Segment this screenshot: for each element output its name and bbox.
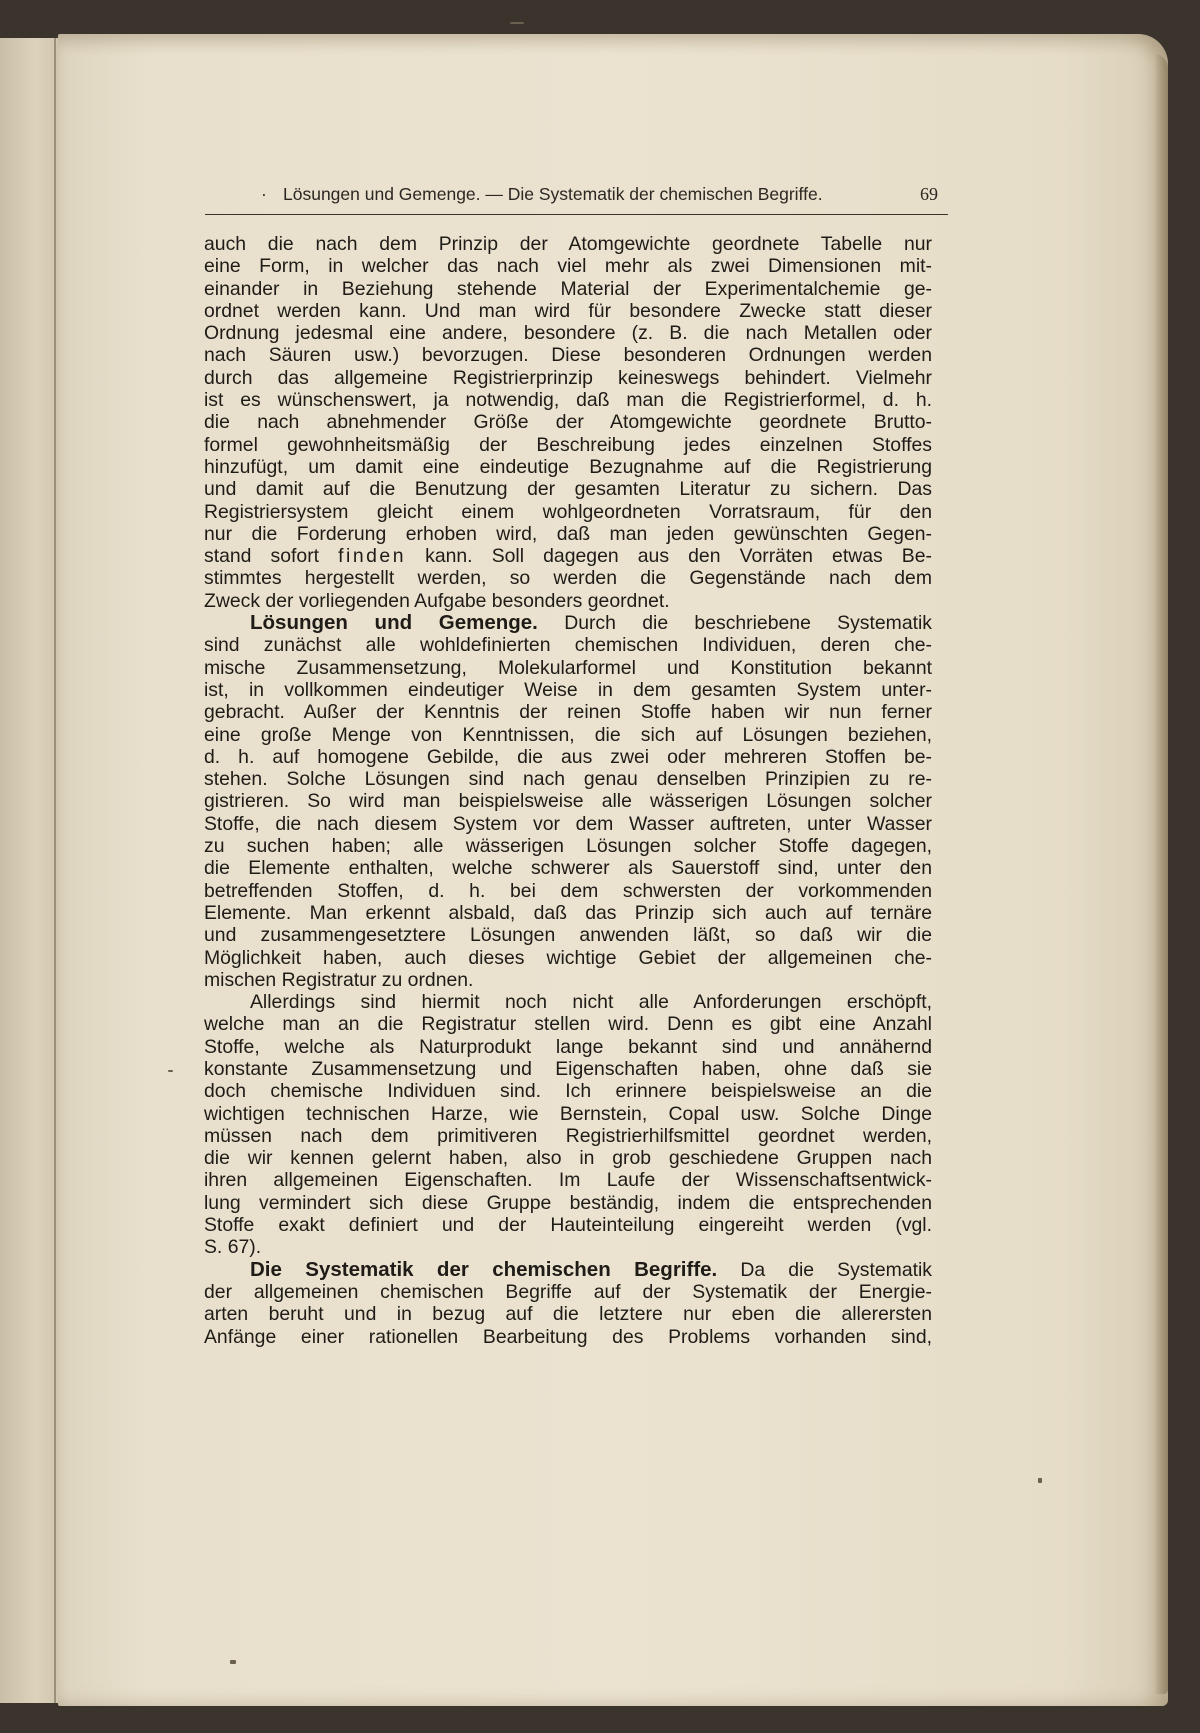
- text-line: formel gewohnheitsmäßig der Beschreibung jedes einzelnen Stoffes: [204, 433, 932, 456]
- text-line: lung vermindert sich diese Gruppe beständig, indem die entsprechenden: [204, 1191, 932, 1214]
- paper-speck: [168, 1070, 173, 1072]
- text-line: Registriersystem gleicht einem wohlgeordneten Vorratsraum, für den: [204, 500, 932, 523]
- text-run: Da die Systematik: [717, 1258, 932, 1281]
- running-head: [205, 184, 948, 215]
- text-line: eine Form, in welcher das nach viel mehr als zwei Dimensionen mit-: [204, 255, 932, 278]
- header-dot: ·: [261, 184, 267, 204]
- page-edge-shadow: [1154, 54, 1168, 1694]
- text-line: der allgemeinen chemischen Begriffe auf der Systematik der Energie-: [204, 1280, 932, 1303]
- text-line: betreffenden Stoffen, d. h. bei dem schwersten der vorkommenden: [204, 879, 932, 902]
- section-heading: Die Systematik der chemischen Begriffe.: [250, 1257, 718, 1281]
- paper-speck: [230, 1660, 236, 1664]
- text-line: mische Zusammensetzung, Molekularformel und Konstitution bekannt: [204, 656, 932, 679]
- text-line: Ordnung jedesmal eine andere, besondere (z. B. die nach Metallen oder: [204, 322, 932, 345]
- text-line: wichtigen technischen Harze, wie Bernstein, Copal usw. Solche Dinge: [204, 1102, 932, 1125]
- text-line: Elemente. Man erkennt alsbald, daß das Prinzip sich auch auf ternäre: [204, 901, 932, 924]
- text-line: die Elemente enthalten, welche schwerer als Sauerstoff sind, unter den: [204, 857, 932, 880]
- text-line: mischen Registratur zu ordnen.: [204, 968, 474, 991]
- text-line: ist, in vollkommen eindeutiger Weise in dem gesamten System unter-: [204, 678, 932, 701]
- text-line: Möglichkeit haben, auch dieses wichtige Gebiet der allgemeinen che-: [204, 946, 932, 969]
- paragraph-allerdings: [204, 991, 932, 1259]
- paper-speck: [510, 22, 524, 24]
- text-run: kann. Soll dagegen aus den Vorräten etwas Be-: [406, 545, 932, 568]
- section-loesungen: [204, 612, 932, 991]
- paragraph-continuation: [204, 233, 932, 612]
- text-line: müssen nach dem primitiveren Registrierhilfsmittel geordnet werden,: [204, 1124, 932, 1147]
- text-line: die wir kennen gelernt haben, also in grob geschiedene Gruppen nach: [204, 1147, 932, 1170]
- text-line: und damit auf die Benutzung der gesamten Literatur zu sichern. Das: [204, 478, 932, 501]
- text-line: S. 67).: [204, 1236, 262, 1259]
- text-line: konstante Zusammensetzung und Eigenschaften haben, ohne daß sie: [204, 1057, 932, 1080]
- page-number: 69: [920, 184, 938, 204]
- text-line: nach Säuren usw.) bevorzugen. Diese besonderen Ordnungen werden: [204, 344, 932, 367]
- binding-gutter: [54, 38, 56, 1703]
- text-line: welche man an die Registratur stellen wird. Denn es gibt eine Anzahl: [204, 1013, 932, 1036]
- text-line: ordnet werden kann. Und man wird für besondere Zwecke statt dieser: [204, 299, 932, 322]
- paper-speck: [1038, 1478, 1042, 1483]
- text-line: Allerdings sind hiermit noch nicht alle Anforderungen erschöpft,: [250, 991, 932, 1014]
- text-line: auch die nach dem Prinzip der Atomgewichte geordnete Tabelle nur: [204, 233, 932, 255]
- text-run: stand sofort: [204, 545, 339, 568]
- text-line: gebracht. Außer der Kenntnis der reinen Stoffe haben wir nun ferner: [204, 701, 932, 724]
- text-line: Stoffe, die nach diesem System vor dem Wasser auftreten, unter Wasser: [204, 812, 932, 835]
- text-line: Stoffe, welche als Naturprodukt lange bekannt sind und annähernd: [204, 1035, 932, 1058]
- page-body-text: [204, 233, 932, 1348]
- text-line: ihren allgemeinen Eigenschaften. Im Laufe der Wissenschaftsentwick-: [204, 1169, 932, 1192]
- text-line: und zusammengesetztere Lösungen anwenden läßt, so daß wir die: [204, 924, 932, 947]
- text-run: Durch die beschriebene Systematik: [537, 612, 932, 635]
- emphasized-word: finden: [338, 545, 407, 568]
- text-line: Zweck der vorliegenden Aufgabe besonders geordnet.: [204, 589, 670, 612]
- text-line: Stoffe exakt definiert und der Hauteinteilung eingereiht werden (vgl.: [204, 1214, 932, 1237]
- text-line: stehen. Solche Lösungen sind nach genau denselben Prinzipien zu re-: [204, 768, 932, 791]
- text-line: durch das allgemeine Registrierprinzip keineswegs behindert. Vielmehr: [204, 366, 932, 389]
- section-first-line: [204, 612, 932, 634]
- section-heading: Lösungen und Gemenge.: [250, 611, 538, 635]
- section-first-line: [204, 1259, 932, 1281]
- text-line: eine große Menge von Kenntnissen, die sich auf Lösungen beziehen,: [204, 723, 932, 746]
- text-line: doch chemische Individuen sind. Ich erinnere beispielsweise an die: [204, 1080, 932, 1103]
- text-line: gistrieren. So wird man beispielsweise alle wässerigen Lösungen solcher: [204, 790, 932, 813]
- section-systematik: [204, 1259, 932, 1348]
- text-line-finden: [204, 545, 932, 567]
- text-line: stimmtes hergestellt werden, so werden die Gegenstände nach dem: [204, 567, 932, 590]
- text-line: arten beruht und in bezug auf die letztere nur eben die allerersten: [204, 1303, 932, 1326]
- text-line: sind zunächst alle wohldefinierten chemischen Individuen, deren che-: [204, 634, 932, 657]
- text-line: d. h. auf homogene Gebilde, die aus zwei oder mehreren Stoffen be-: [204, 745, 932, 768]
- text-line: hinzufügt, um damit eine eindeutige Bezugnahme auf die Registrierung: [204, 455, 932, 478]
- facing-page-edge: [0, 38, 61, 1703]
- text-line: ist es wünschenswert, ja notwendig, daß man die Registrierformel, d. h.: [204, 389, 932, 412]
- running-head-title: Lösungen und Gemenge. — Die Systematik der chemischen Begriffe.: [283, 184, 823, 204]
- text-line: die nach abnehmender Größe der Atomgewichte geordnete Brutto-: [204, 411, 932, 434]
- text-line: zu suchen haben; alle wässerigen Lösungen solcher Stoffe dagegen,: [204, 835, 932, 858]
- text-line: nur die Forderung erhoben wird, daß man jeden gewünschten Gegen-: [204, 522, 932, 545]
- text-line: einander in Beziehung stehende Material der Experimentalchemie ge-: [204, 277, 932, 300]
- text-line: Anfänge einer rationellen Bearbeitung des Problems vorhanden sind,: [204, 1325, 932, 1348]
